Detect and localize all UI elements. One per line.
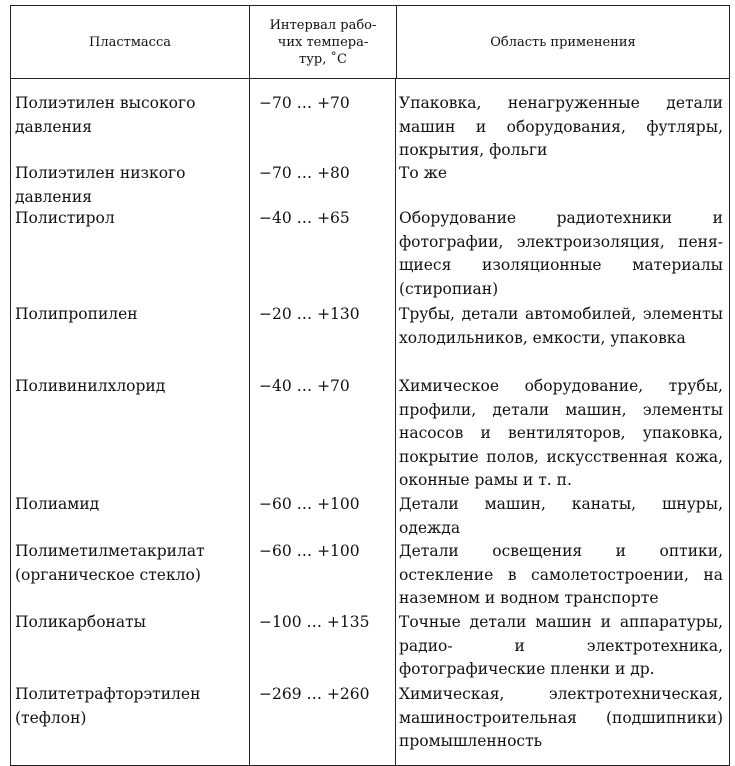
table-row	[11, 683, 729, 754]
application-text: То же	[399, 164, 448, 182]
application-text: Трубы, детали автомобилей, элементы холодильников, емкости, упаковка	[399, 305, 723, 347]
temp-range: −269 … +260	[259, 685, 370, 703]
header-temp-line3: тур, ˚С	[299, 51, 347, 67]
table-header	[11, 6, 729, 79]
plastic-name: Полистирол	[15, 209, 115, 227]
plastic-name: Полиметилметакрилат (органическое стекло)	[15, 542, 205, 584]
plastic-name: Поликарбонаты	[15, 613, 147, 631]
plastic-name: Полиэтилен низкого давления	[15, 164, 186, 206]
plastic-name: Поливинилхлорид	[15, 377, 166, 395]
application-text: Оборудование радиотехники и фотографии, электроизоляция, пеня-щиеся изоляционные материалы (стиропиан)	[399, 209, 723, 298]
plastic-name: Полиэтилен высокого давления	[15, 94, 196, 136]
application-text: Детали освещения и оптики, остекление в самолетостроении, на наземном и водном транспорте	[399, 542, 723, 607]
table-body	[11, 79, 729, 765]
application-text: Химическая, электротехническая, машиностроительная (подшипники) промышленность	[399, 685, 723, 750]
table-row	[11, 611, 729, 682]
application-text: Детали машин, канаты, шнуры, одежда	[399, 495, 723, 537]
table-row	[11, 162, 729, 209]
table-row	[11, 540, 729, 611]
temp-range: −100 … +135	[259, 613, 370, 631]
plastic-name: Политетрафторэтилен (тефлон)	[15, 685, 201, 727]
temp-range: −70 … +80	[259, 164, 350, 182]
application-text: Химическое оборудование, трубы, профили, детали машин, элементы насосов и вентиляторов, упаковка, покрытие полов, искусственная кожа, оконные рамы и т. п.	[399, 377, 723, 489]
table-row	[11, 493, 729, 540]
application-text: Точные детали машин и аппаратуры, радио- и электротехника, фотографические пленки и др.	[399, 613, 723, 678]
plastics-table	[10, 5, 730, 766]
application-text: Упаковка, ненагруженные детали машин и оборудования, футляры, покрытия, фольги	[399, 94, 723, 159]
header-temperature	[249, 6, 397, 78]
header-temp-line2: чих темпера-	[277, 34, 369, 50]
temp-range: −40 … +65	[259, 209, 350, 227]
table-row	[11, 303, 729, 350]
temp-range: −60 … +100	[259, 542, 360, 560]
temp-range: −20 … +130	[259, 305, 360, 323]
temp-range: −40 … +70	[259, 377, 350, 395]
temp-range: −60 … +100	[259, 495, 360, 513]
header-plastic: Пластмасса	[89, 34, 171, 50]
plastic-name: Полипропилен	[15, 305, 138, 323]
temp-range: −70 … +70	[259, 94, 350, 112]
table-row	[11, 92, 729, 163]
plastic-name: Полиамид	[15, 495, 100, 513]
table-row	[11, 375, 729, 493]
header-temp-line1: Интервал рабо-	[269, 17, 377, 33]
table-row	[11, 207, 729, 301]
header-application: Область применения	[490, 34, 636, 50]
